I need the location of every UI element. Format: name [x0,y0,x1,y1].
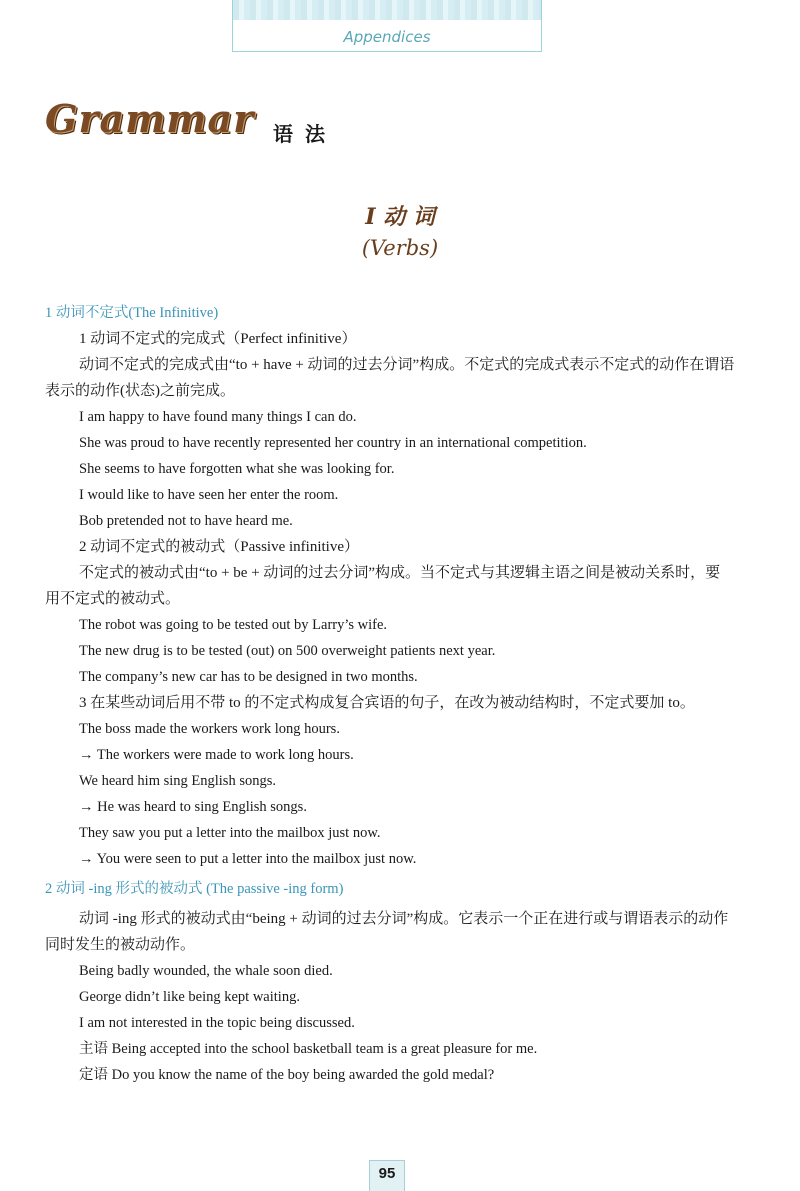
header-texture [233,0,541,20]
example-sentence: The company’s new car has to be designed in two months. [79,669,418,685]
grammar-content [45,300,735,1088]
section-heading: 1 动词不定式(The Infinitive) [45,305,219,321]
example-sentence: We heard him sing English songs. [79,773,276,789]
example-sentence: She seems to have forgotten what she was looking for. [79,461,395,477]
example-sentence: 定语 Do you know the name of the boy being awarded the gold medal? [79,1067,495,1083]
header-label: Appendices [343,28,431,46]
example-sentence: I am not interested in the topic being discussed. [79,1015,355,1031]
example-sentence: Being badly wounded, the whale soon died. [79,963,333,979]
example-sentence: The boss made the workers work long hours. [79,721,340,737]
title-chinese: 语法 [273,122,337,146]
example-sentence: → The workers were made to work long hours. [79,747,354,763]
section-heading: 2 动词 -ing 形式的被动式 (The passive -ing form) [45,881,344,897]
example-sentence: The new drug is to be tested (out) on 500 overweight patients next year. [79,643,496,659]
chapter-title-chinese: I 动 词 [365,204,435,230]
running-header [232,0,542,52]
explanation-paragraph: 不定式的被动式由“to + be + 动词的过去分词”构成。当不定式与其逻辑主语之间是被动关系时，要用不定式的被动式。 [45,565,721,607]
title-english: Grammar [45,96,255,141]
example-sentence: → He was heard to sing English songs. [79,799,307,815]
subsection-heading: 1 动词不定式的完成式（Perfect infinitive） [79,331,357,347]
chapter-title-english: (Verbs) [361,236,439,260]
page-number: 95 [369,1160,405,1191]
example-sentence: George didn’t like being kept waiting. [79,989,300,1005]
example-sentence: She was proud to have recently represented her country in an international competition. [79,435,587,451]
explanation-paragraph: 3 在某些动词后用不带 to 的不定式构成复合宾语的句子，在改为被动结构时，不定式要加 to。 [79,695,695,711]
explanation-paragraph: 动词 -ing 形式的被动式由“being + 动词的过去分词”构成。它表示一个正在进行或与谓语表示的动作同时发生的被动动作。 [45,911,729,953]
explanation-paragraph: 动词不定式的完成式由“to + have + 动词的过去分词”构成。不定式的完成式表示不定式的动作在谓语表示的动作(状态)之前完成。 [45,357,735,399]
example-sentence: Bob pretended not to have heard me. [79,513,293,529]
example-sentence: 主语 Being accepted into the school basketball team is a great pleasure for me. [79,1041,538,1057]
example-sentence: The robot was going to be tested out by Larry’s wife. [79,617,388,633]
subsection-heading: 2 动词不定式的被动式（Passive infinitive） [79,539,359,555]
example-sentence: → You were seen to put a letter into the mailbox just now. [79,851,417,867]
example-sentence: I am happy to have found many things I can do. [79,409,357,425]
example-sentence: They saw you put a letter into the mailbox just now. [79,825,381,841]
example-sentence: I would like to have seen her enter the room. [79,487,339,503]
